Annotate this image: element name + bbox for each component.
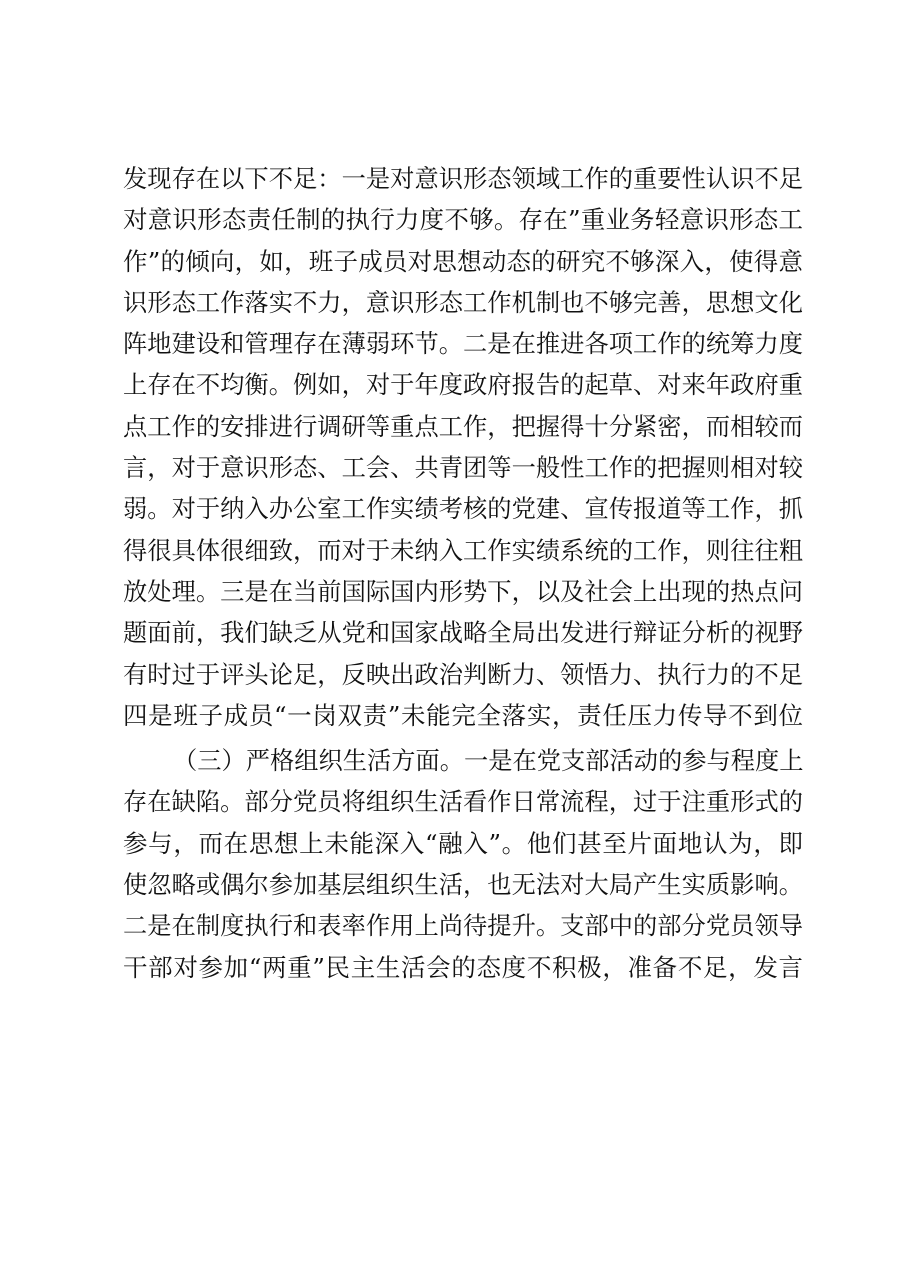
text-line: 使忽略或偶尔参加基层组织生活，也无法对大局产生实质影响。 (123, 870, 803, 900)
text-line: 有时过于评头论足，反映出政治判断力、领悟力、执行力的不足 (123, 659, 803, 689)
text-line: 四是班子成员“一岗双责”未能完全落实，责任压力传导不到位 (123, 700, 803, 730)
paragraph-1 (123, 158, 803, 736)
text-line: （三）严格组织生活方面。一是在党支部活动的参与程度上 (173, 746, 804, 776)
text-line: 点工作的安排进行调研等重点工作，把握得十分紧密，而相较而 (123, 411, 803, 441)
text-line: 干部对参加“两重”民主生活会的态度不积极，准备不足，发言 (123, 952, 803, 982)
text-line: 言，对于意识形态、工会、共青团等一般性工作的把握则相对较 (123, 453, 803, 483)
text-line: 二是在制度执行和表率作用上尚待提升。支部中的部分党员领导 (123, 911, 803, 941)
text-line: 存在缺陷。部分党员将组织生活看作日常流程，过于注重形式的 (123, 787, 803, 817)
text-line: 放处理。三是在当前国际国内形势下，以及社会上出现的热点问 (123, 576, 803, 606)
body-text (123, 158, 803, 988)
text-line: 题面前，我们缺乏从党和国家战略全局出发进行辩证分析的视野 (123, 618, 803, 648)
text-line: 阵地建设和管理存在薄弱环节。二是在推进各项工作的统筹力度 (123, 329, 803, 359)
text-line: 上存在不均衡。例如，对于年度政府报告的起草、对来年政府重 (123, 370, 803, 400)
text-line: 作”的倾向，如，班子成员对思想动态的研究不够深入，使得意 (123, 246, 803, 276)
text-line: 得很具体很细致，而对于未纳入工作实绩系统的工作，则往往粗 (123, 535, 803, 565)
text-line: 识形态工作落实不力，意识形态工作机制也不够完善，思想文化 (123, 287, 803, 317)
text-line: 弱。对于纳入办公室工作实绩考核的党建、宣传报道等工作，抓 (123, 494, 803, 524)
text-line: 对意识形态责任制的执行力度不够。存在”重业务轻意识形态工 (123, 205, 803, 235)
text-line: 参与，而在思想上未能深入“融入”。他们甚至片面地认为，即 (123, 828, 803, 858)
text-line: 发现存在以下不足：一是对意识形态领域工作的重要性认识不足 (123, 164, 803, 193)
paragraph-2 (123, 740, 803, 988)
